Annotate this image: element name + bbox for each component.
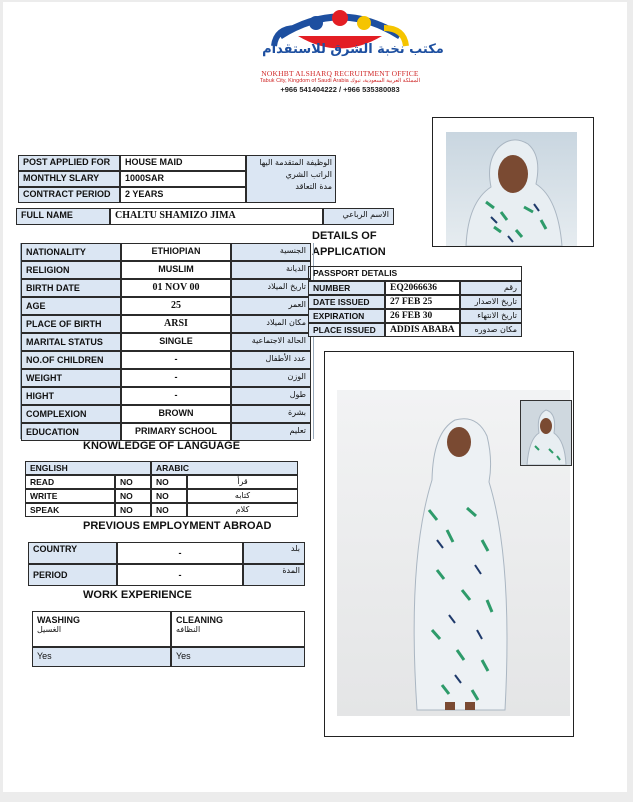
salary-label: MONTHLY SLARY xyxy=(18,171,120,187)
language-english-value: NO xyxy=(115,475,151,489)
employment-title: PREVIOUS EMPLOYMENT ABROAD xyxy=(83,520,272,532)
salary-value: 1000SAR xyxy=(120,171,246,187)
full-body-photo-frame xyxy=(324,351,574,737)
employment-period-label: PERIOD xyxy=(28,564,117,586)
personal-value: - xyxy=(121,369,231,387)
language-skill-arabic: كتابه xyxy=(187,489,298,503)
work-washing-arabic: الغسيل xyxy=(37,625,62,634)
contract-value: 2 YEARS xyxy=(120,187,246,203)
salary-arabic: الراتب الشري xyxy=(285,170,332,179)
passport-value: ADDIS ABABA xyxy=(385,323,460,337)
personal-label: WEIGHT xyxy=(21,369,121,387)
work-cleaning-arabic: النظافه xyxy=(176,625,201,634)
full-name-label: FULL NAME xyxy=(16,208,110,225)
passport-photo-inset xyxy=(520,400,572,466)
language-skill-label: READ xyxy=(25,475,115,489)
language-header-english: ENGLISH xyxy=(25,461,151,475)
post-value: HOUSE MAID xyxy=(120,155,246,171)
passport-label: NUMBER xyxy=(308,281,385,295)
personal-value: PRIMARY SCHOOL xyxy=(121,423,231,441)
personal-arabic: مكان الميلاد xyxy=(231,315,311,333)
personal-value: ARSI xyxy=(121,315,231,333)
person-portrait-icon xyxy=(446,132,577,246)
personal-value: MUSLIM xyxy=(121,261,231,279)
passport-arabic: رقم xyxy=(460,281,522,295)
language-skill-arabic: قرأ xyxy=(187,475,298,489)
personal-label: MARITAL STATUS xyxy=(21,333,121,351)
language-skill-arabic: كلام xyxy=(187,503,298,517)
portrait-photo xyxy=(446,132,577,246)
personal-value: 01 NOV 00 xyxy=(121,279,231,297)
passport-arabic: مكان صدوره xyxy=(460,323,522,337)
personal-arabic: بشرة xyxy=(231,405,311,423)
personal-value: 25 xyxy=(121,297,231,315)
employment-period-value: - xyxy=(117,564,243,586)
language-english-value: NO xyxy=(115,489,151,503)
personal-arabic: تعليم xyxy=(231,423,311,441)
passport-value: EQ2066636 xyxy=(385,281,460,295)
logo-phones: +966 541404222 / +966 535380083 xyxy=(280,85,400,94)
personal-arabic: الحالة الاجتماعية xyxy=(231,333,311,351)
employment-period-arabic: المدة xyxy=(243,564,305,586)
personal-arabic: الوزن xyxy=(231,369,311,387)
personal-value: - xyxy=(121,387,231,405)
passport-label: PLACE ISSUED xyxy=(308,323,385,337)
passport-label: EXPIRATION xyxy=(308,309,385,323)
language-arabic-value: NO xyxy=(151,489,187,503)
language-arabic-value: NO xyxy=(151,475,187,489)
logo-english-name: NOKHBT ALSHARQ RECRUITMENT OFFICE xyxy=(261,69,419,78)
personal-value: ETHIOPIAN xyxy=(121,243,231,261)
personal-arabic: الجنسية xyxy=(231,243,311,261)
personal-value: SINGLE xyxy=(121,333,231,351)
language-skill-label: SPEAK xyxy=(25,503,115,517)
full-name-value: CHALTU SHAMIZO JIMA xyxy=(110,208,323,225)
cv-page xyxy=(3,2,627,792)
work-washing-label: WASHING xyxy=(37,615,81,625)
logo-arabic-name: مكتب نخبة الشرق للاستقدام xyxy=(262,42,444,57)
post-arabic-cell xyxy=(246,155,336,203)
contract-label: CONTRACT PERIOD xyxy=(18,187,120,203)
employment-country-arabic: بلد xyxy=(243,542,305,564)
passport-arabic: تاريخ الاصدار xyxy=(460,295,522,309)
personal-label: NO.OF CHILDREN xyxy=(21,351,121,369)
personal-arabic: عدد الأطفال xyxy=(231,351,311,369)
language-skill-label: WRITE xyxy=(25,489,115,503)
personal-label: COMPLEXION xyxy=(21,405,121,423)
employment-country-value: - xyxy=(117,542,243,564)
personal-label: RELIGION xyxy=(21,261,121,279)
details-title: DETAILS OF APPLICATION xyxy=(312,230,386,258)
work-washing-value: Yes xyxy=(32,647,171,667)
passport-arabic: تاريخ الانتهاء xyxy=(460,309,522,323)
personal-label: EDUCATION xyxy=(21,423,121,441)
language-title: KNOWLEDGE OF LANGUAGE xyxy=(83,440,241,452)
language-arabic-value: NO xyxy=(151,503,187,517)
personal-label: NATIONALITY xyxy=(21,243,121,261)
logo-location: Tabuk City, Kingdom of Saudi Arabia المملكة العربية السعودية، تبوك xyxy=(259,78,421,84)
portrait-photo-frame xyxy=(432,117,594,247)
post-arabic: الوظيفة المتقدمة اليها xyxy=(259,158,332,167)
work-cleaning-header xyxy=(171,611,305,647)
personal-arabic: العمر xyxy=(231,297,311,315)
personal-label: HIGHT xyxy=(21,387,121,405)
passport-label: DATE ISSUED xyxy=(308,295,385,309)
passport-value: 27 FEB 25 xyxy=(385,295,460,309)
personal-value: BROWN xyxy=(121,405,231,423)
personal-arabic: الديانة xyxy=(231,261,311,279)
passport-value: 26 FEB 30 xyxy=(385,309,460,323)
contract-arabic: مدة التعاقد xyxy=(295,182,332,191)
person-inset-icon xyxy=(521,401,571,465)
personal-value: - xyxy=(121,351,231,369)
full-body-photo xyxy=(337,390,570,716)
personal-arabic: طول xyxy=(231,387,311,405)
work-cleaning-value: Yes xyxy=(171,647,305,667)
work-cleaning-label: CLEANING xyxy=(176,615,223,625)
personal-label: AGE xyxy=(21,297,121,315)
language-english-value: NO xyxy=(115,503,151,517)
full-name-arabic: الاسم الرباعي xyxy=(323,208,394,225)
passport-title: PASSPORT DETALIS xyxy=(308,266,522,281)
post-label: POST APPLIED FOR xyxy=(18,155,120,171)
personal-arabic: تاريخ الميلاد xyxy=(231,279,311,297)
personal-label: BIRTH DATE xyxy=(21,279,121,297)
employment-country-label: COUNTRY xyxy=(28,542,117,564)
personal-label: PLACE OF BIRTH xyxy=(21,315,121,333)
work-title: WORK EXPERIENCE xyxy=(83,589,192,601)
logo-block xyxy=(208,6,473,96)
language-header-arabic: ARABIC xyxy=(151,461,298,475)
work-washing-header xyxy=(32,611,171,647)
